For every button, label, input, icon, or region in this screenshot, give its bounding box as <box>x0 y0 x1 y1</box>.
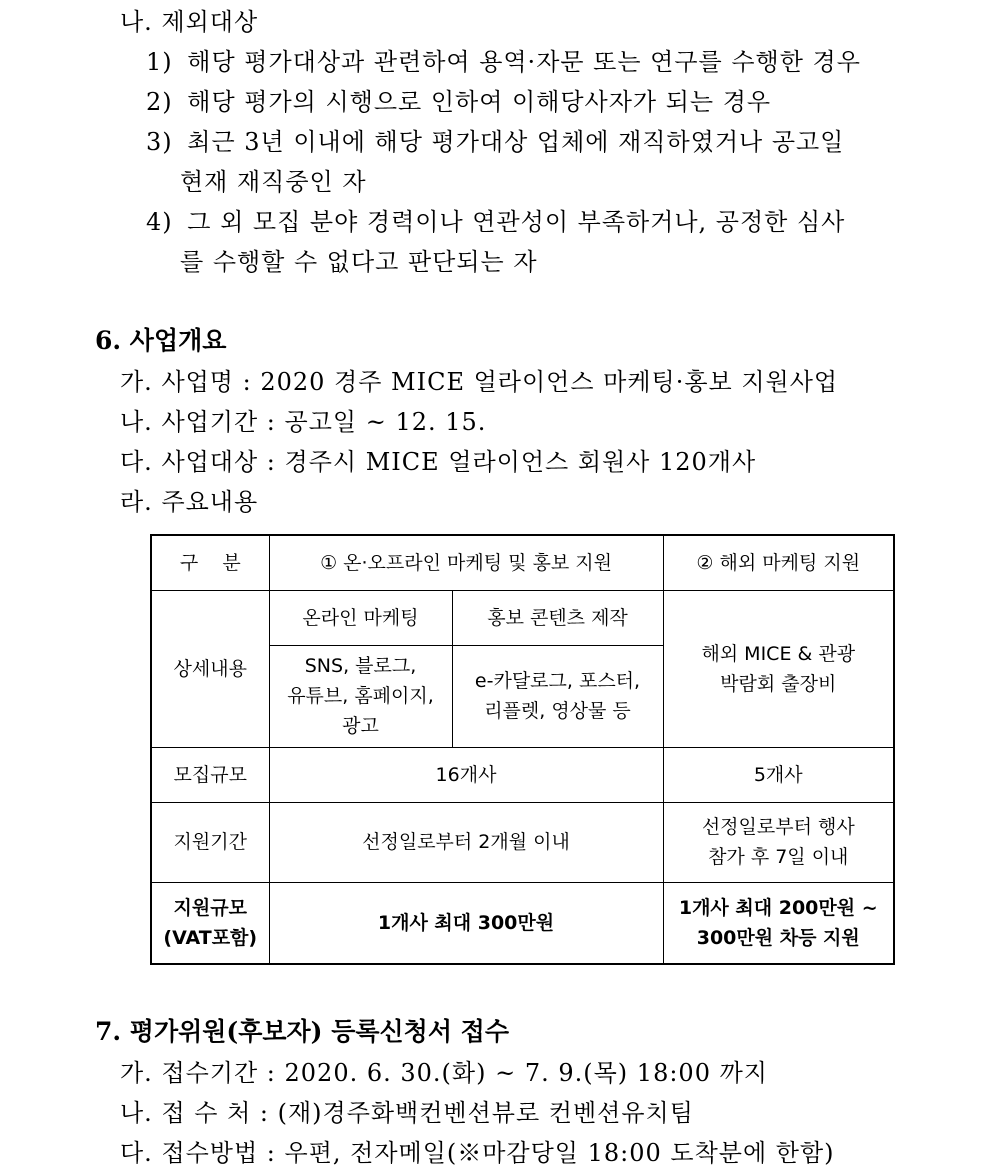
detail-col2-line: 박람회 출장비 <box>720 672 837 695</box>
section-7-item-3: 다. 접수방법 : 우편, 전자메일(※마감당일 18:00 도착분에 한함) <box>120 1139 835 1167</box>
item-number: 3) <box>146 128 173 156</box>
period-col2-line: 선정일로부터 행사 <box>701 816 855 838</box>
scale-label-line: (VAT포함) <box>163 926 258 949</box>
table-header-row <box>151 535 894 590</box>
exclusion-item-3 <box>146 122 844 162</box>
section-6-item-1: 가. 사업명 : 2020 경주 MICE 얼라이언스 마케팅·홍보 지원사업 <box>120 368 839 396</box>
detail-sub1-line: 광고 <box>342 715 379 737</box>
scale-row <box>151 882 894 964</box>
detail-sub1-body <box>269 645 452 747</box>
exclusion-item-2 <box>146 82 771 122</box>
item-text: 최근 3년 이내에 해당 평가대상 업체에 재직하였거나 공고일 <box>187 128 845 156</box>
main-content-table <box>150 534 895 965</box>
item-text: 해당 평가대상과 관련하여 용역·자문 또는 연구를 수행한 경우 <box>187 48 861 76</box>
detail-sub2-body <box>452 645 663 747</box>
period-col2-line: 참가 후 7일 이내 <box>708 846 849 868</box>
scale-col2-line: 300만원 차등 지원 <box>696 926 860 949</box>
detail-sub1-head: 온라인 마케팅 <box>269 590 452 645</box>
section-7-title: 7. 평가위원(후보자) 등록신청서 접수 <box>95 1017 509 1046</box>
detail-col2-line: 해외 MICE & 관광 <box>701 642 856 665</box>
item-number: 2) <box>146 88 173 116</box>
section-6-title: 6. 사업개요 <box>95 326 227 355</box>
header-category: 구 분 <box>151 535 269 590</box>
exclusion-item-1 <box>146 42 861 82</box>
detail-sub2-line: e-카달로그, 포스터, <box>474 670 641 692</box>
detail-sub1-line: 유튜브, 홈페이지, <box>287 685 434 707</box>
detail-row-top <box>151 590 894 645</box>
period-col1: 선정일로부터 2개월 이내 <box>269 802 663 882</box>
exclusion-item-4-cont: 를 수행할 수 없다고 판단되는 자 <box>180 248 538 276</box>
section-6-item-4: 라. 주요내용 <box>120 488 259 516</box>
scale-label-line: 지원규모 <box>173 896 247 919</box>
item-number: 4) <box>146 208 173 236</box>
scale-col2 <box>663 882 894 964</box>
period-col2 <box>663 802 894 882</box>
section-7-item-1: 가. 접수기간 : 2020. 6. 30.(화) ~ 7. 9.(목) 18:00 까지 <box>120 1059 768 1087</box>
item-number: 1) <box>146 48 173 76</box>
section-6-item-2: 나. 사업기간 : 공고일 ~ 12. 15. <box>120 408 487 436</box>
header-col1: ① 온·오프라인 마케팅 및 홍보 지원 <box>269 535 663 590</box>
recruit-col1: 16개사 <box>269 747 663 802</box>
exclusion-heading: 나. 제외대상 <box>120 8 259 36</box>
detail-sub2-line: 리플렛, 영상물 등 <box>484 700 631 722</box>
detail-sub1-line: SNS, 블로그, <box>304 655 417 677</box>
scale-col1: 1개사 최대 300만원 <box>269 882 663 964</box>
detail-sub2-head: 홍보 콘텐츠 제작 <box>452 590 663 645</box>
exclusion-item-3-cont: 현재 재직중인 자 <box>180 168 367 196</box>
header-col2: ② 해외 마케팅 지원 <box>663 535 894 590</box>
detail-col2-body <box>663 590 894 747</box>
recruit-col2: 5개사 <box>663 747 894 802</box>
detail-label: 상세내용 <box>151 590 269 747</box>
recruit-label: 모집규모 <box>151 747 269 802</box>
section-6-item-3: 다. 사업대상 : 경주시 MICE 얼라이언스 회원사 120개사 <box>120 448 757 476</box>
period-row <box>151 802 894 882</box>
period-label: 지원기간 <box>151 802 269 882</box>
item-text: 그 외 모집 분야 경력이나 연관성이 부족하거나, 공정한 심사 <box>187 208 846 236</box>
recruit-row <box>151 747 894 802</box>
exclusion-item-4 <box>146 202 845 242</box>
section-7-item-2: 나. 접 수 처 : (재)경주화백컨벤션뷰로 컨벤션유치팀 <box>120 1099 694 1127</box>
item-text: 해당 평가의 시행으로 인하여 이해당사자가 되는 경우 <box>187 88 772 116</box>
scale-label <box>151 882 269 964</box>
scale-col2-line: 1개사 최대 200만원 ~ <box>678 896 878 919</box>
